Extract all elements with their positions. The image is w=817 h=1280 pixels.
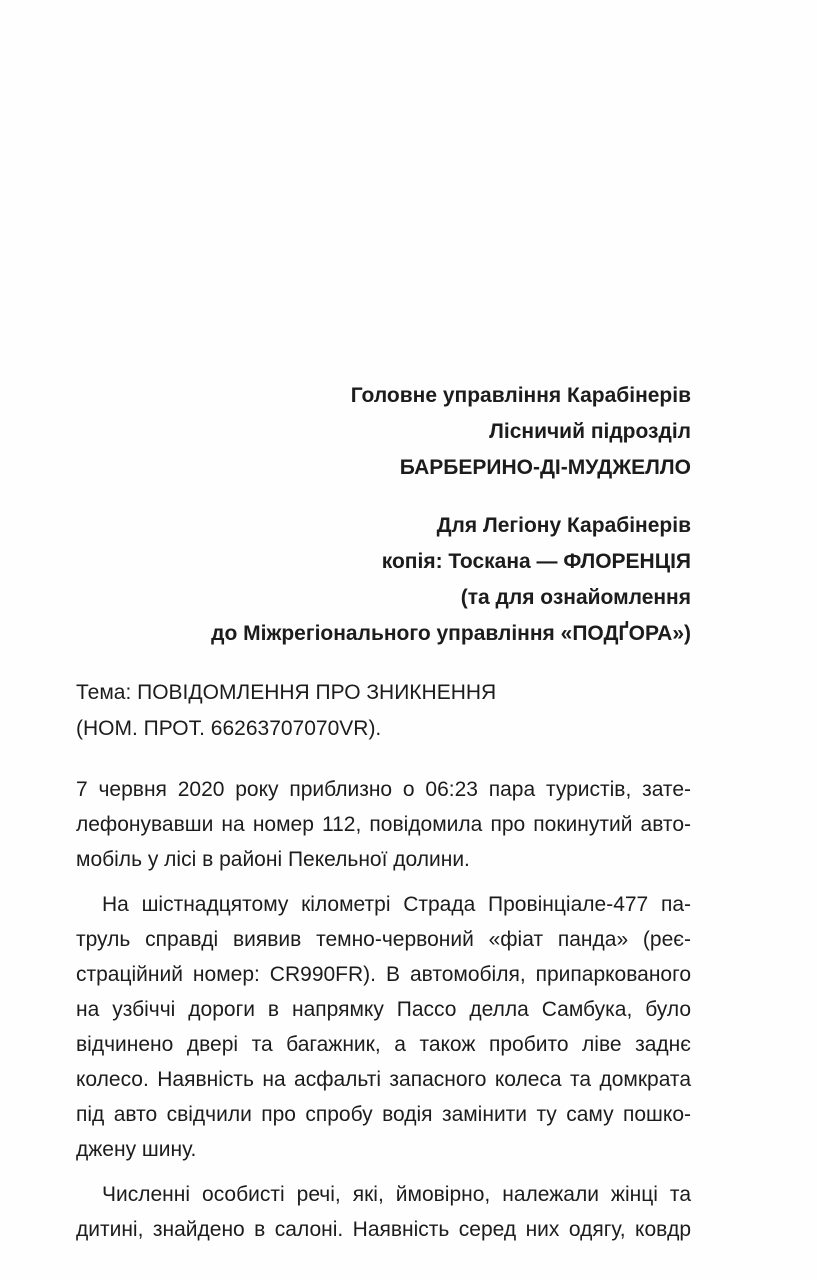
header-copy-recipient: копія: Тоскана — ФЛОРЕНЦІЯ <box>381 550 691 573</box>
header-location: БАРБЕРИНО-ДІ-МУДЖЕЛЛО <box>399 456 691 479</box>
header-recipient: Для Легіону Карабінерів <box>436 514 691 537</box>
paragraph-line: На шістнадцятому кілометрі Страда Провінціале-477 па- <box>102 893 691 916</box>
paragraph-line: мобіль у лісі в районі Пекельної долини. <box>76 848 470 871</box>
letter-subject <box>76 675 496 747</box>
paragraph-line: колесо. Наявність на асфальті запасного колеса та домкрата <box>76 1068 691 1091</box>
paragraph-line: на узбіччі дороги в напрямку Пассо делла Самбука, було <box>76 998 691 1021</box>
paragraph-3 <box>76 1177 691 1247</box>
header-division: Лісничий підрозділ <box>489 420 691 443</box>
paragraph-line: джену шину. <box>76 1138 197 1161</box>
letter-body <box>76 772 691 1257</box>
paragraph-line: Численні особисті речі, які, ймовірно, належали жінці та <box>102 1183 691 1206</box>
header-info-note: (та для ознайомлення <box>460 586 691 609</box>
header-info-recipient: до Міжрегіонального управління «ПОДҐОРА») <box>211 622 691 645</box>
paragraph-line: під авто свідчили про спробу водія замінити ту саму пошко- <box>76 1103 691 1126</box>
subject-title: Тема: ПОВІДОМЛЕННЯ ПРО ЗНИКНЕННЯ <box>76 681 497 704</box>
paragraph-line: труль справді виявив темно-червоний «фіат панда» (реє- <box>76 928 691 951</box>
paragraph-line: відчинено двері та багажник, а також пробито ліве заднє <box>76 1033 691 1056</box>
paragraph-1 <box>76 772 691 877</box>
letter-header <box>211 378 691 652</box>
paragraph-line: страційний номер: CR990FR). В автомобіля, припаркованого <box>76 963 691 986</box>
paragraph-line: 7 червня 2020 року приблизно о 06:23 пара туристів, зате- <box>76 778 691 801</box>
paragraph-2 <box>76 887 691 1167</box>
header-spacer <box>211 486 691 508</box>
paragraph-line: лефонувавши на номер 112, повідомила про покинутий авто- <box>76 813 691 836</box>
header-organization: Головне управління Карабінерів <box>350 384 691 407</box>
paragraph-line: дитині, знайдено в салоні. Наявність серед них одягу, ковдр <box>76 1218 691 1241</box>
subject-protocol-number: (НОМ. ПРОТ. 66263707070VR). <box>76 717 382 740</box>
